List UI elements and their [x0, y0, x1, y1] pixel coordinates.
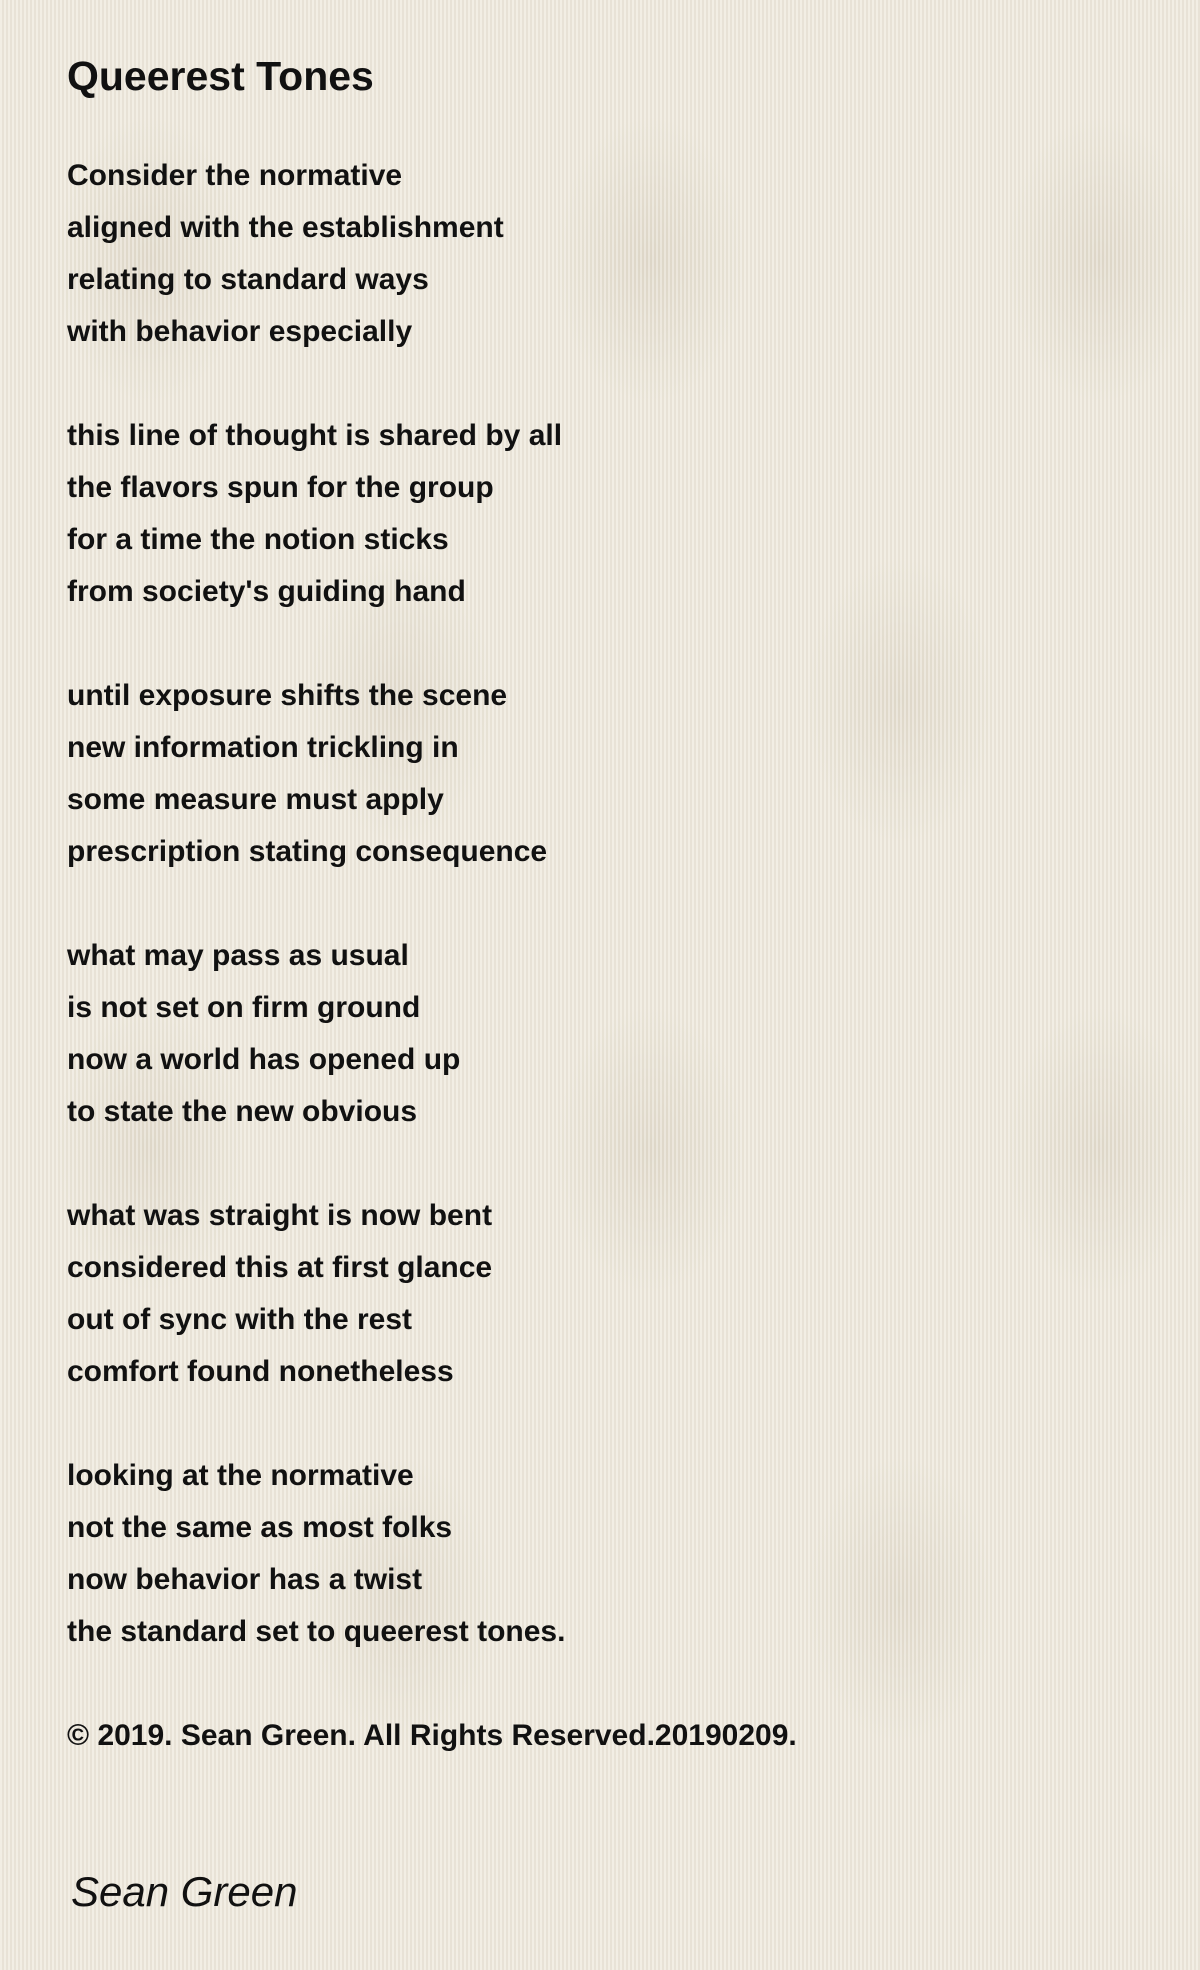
stanza-gap: [67, 1658, 1127, 1710]
poem-line: aligned with the establishment: [67, 211, 504, 244]
poem-line: new information trickling in: [67, 731, 459, 764]
poem-title: Queerest Tones: [67, 53, 374, 99]
poem-line: prescription stating consequence: [67, 835, 548, 868]
poem-line: not the same as most folks: [67, 1511, 453, 1544]
stanza-gap: [67, 1138, 1127, 1190]
poem-line: relating to standard ways: [67, 263, 429, 296]
poem-line: now behavior has a twist: [67, 1563, 423, 1596]
poem-line: now a world has opened up: [67, 1043, 461, 1076]
poem-line: some measure must apply: [67, 783, 444, 816]
poem-line: for a time the notion sticks: [67, 523, 449, 556]
poem-line: from society's guiding hand: [67, 575, 466, 608]
stanza: [67, 410, 1127, 618]
poem-line: out of sync with the rest: [67, 1303, 413, 1336]
stanza: [67, 150, 1127, 358]
poem-line: what may pass as usual: [67, 939, 409, 972]
poem-line: until exposure shifts the scene: [67, 679, 508, 712]
poem-line: considered this at first glance: [67, 1251, 493, 1284]
poem-author: Sean Green: [71, 1868, 298, 1915]
poem-body: [67, 150, 1127, 1762]
stanza-gap: [67, 1398, 1127, 1450]
poem-line: looking at the normative: [67, 1459, 414, 1492]
poem-line: to state the new obvious: [67, 1095, 418, 1128]
poem-line: comfort found nonetheless: [67, 1355, 454, 1388]
copyright-notice: © 2019. Sean Green. All Rights Reserved.20190209.: [67, 1719, 797, 1752]
poem-line: the flavors spun for the group: [67, 471, 494, 504]
stanza-gap: [67, 618, 1127, 670]
stanza: [67, 1450, 1127, 1658]
stanza-gap: [67, 878, 1127, 930]
stanza: [67, 670, 1127, 878]
stanza-gap: [67, 358, 1127, 410]
poem-line: is not set on firm ground: [67, 991, 421, 1024]
poem-line: this line of thought is shared by all: [67, 419, 563, 452]
poem-line: what was straight is now bent: [67, 1199, 493, 1232]
poem-line: with behavior especially: [67, 315, 413, 348]
poem-line: the standard set to queerest tones.: [67, 1615, 566, 1648]
stanza: [67, 1190, 1127, 1398]
poem-line: Consider the normative: [67, 159, 403, 192]
stanza: [67, 930, 1127, 1138]
